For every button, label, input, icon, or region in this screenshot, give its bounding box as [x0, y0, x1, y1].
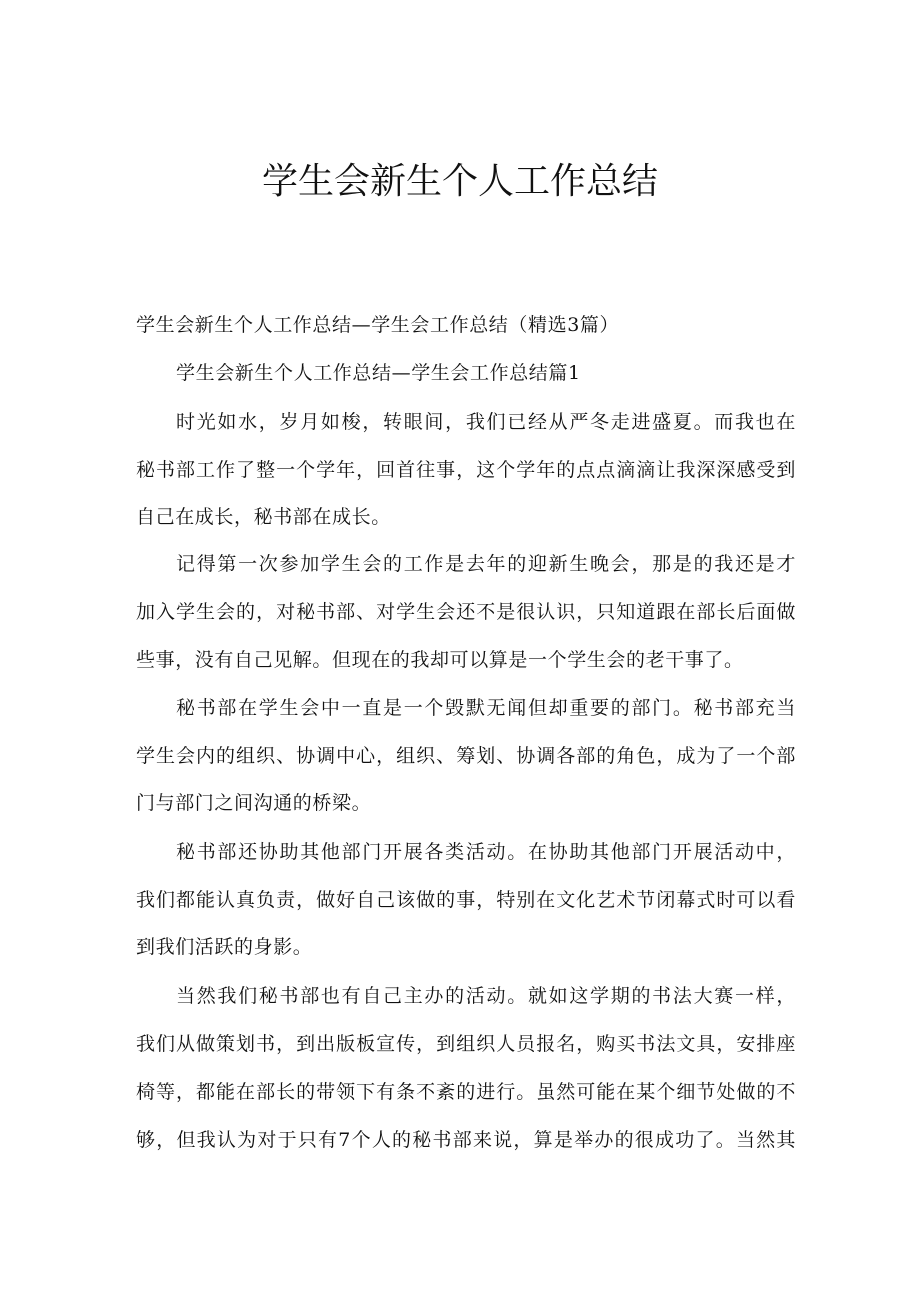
paragraph-line: 时光如水，岁月如梭，转眼间，我们已经从严冬走进盛夏。而我也在: [176, 411, 796, 433]
paragraph-line: 门与部门之间沟通的桥梁。: [136, 792, 372, 814]
paragraph-line: 些事，没有自己见解。但现在的我却可以算是一个学生会的老干事了。: [136, 649, 744, 671]
paragraph-line: 我们从做策划书，到出版板宣传，到组织人员报名，购买书法文具，安排座: [136, 1033, 796, 1055]
paragraph-line: 到我们活跃的身影。: [136, 936, 313, 958]
paragraph-line: 秘书部工作了整一个学年，回首往事，这个学年的点点滴滴让我深深感受到: [136, 459, 796, 481]
paragraph-line: 自己在成长，秘书部在成长。: [136, 506, 391, 528]
document-subtitle: 学生会新生个人工作总结—学生会工作总结（精选3篇）: [136, 314, 620, 336]
paragraph-line: 够，但我认为对于只有7个人的秘书部来说，算是举办的很成功了。当然其: [136, 1129, 796, 1151]
paragraph-line: 当然我们秘书部也有自己主办的活动。就如这学期的书法大赛一样，: [176, 985, 796, 1007]
paragraph-line: 秘书部还协助其他部门开展各类活动。在协助其他部门开展活动中，: [176, 841, 796, 863]
paragraph-line: 秘书部在学生会中一直是一个毁默无闻但却重要的部门。秘书部充当: [176, 697, 796, 719]
section-heading: 学生会新生个人工作总结—学生会工作总结篇1: [176, 362, 581, 384]
paragraph-line: 学生会内的组织、协调中心，组织、筹划、协调各部的角色，成为了一个部: [136, 745, 796, 767]
document-title: 学生会新生个人工作总结: [261, 161, 658, 202]
paragraph-line: 椅等，都能在部长的带领下有条不紊的进行。虽然可能在某个细节处做的不: [136, 1081, 796, 1103]
paragraph-line: 我们都能认真负责，做好自己该做的事，特别在文化艺术节闭幕式时可以看: [136, 889, 796, 911]
paragraph-line: 加入学生会的，对秘书部、对学生会还不是很认识，只知道跟在部长后面做: [136, 601, 796, 623]
paragraph-line: 记得第一次参加学生会的工作是去年的迎新生晚会，那是的我还是才: [176, 553, 796, 575]
